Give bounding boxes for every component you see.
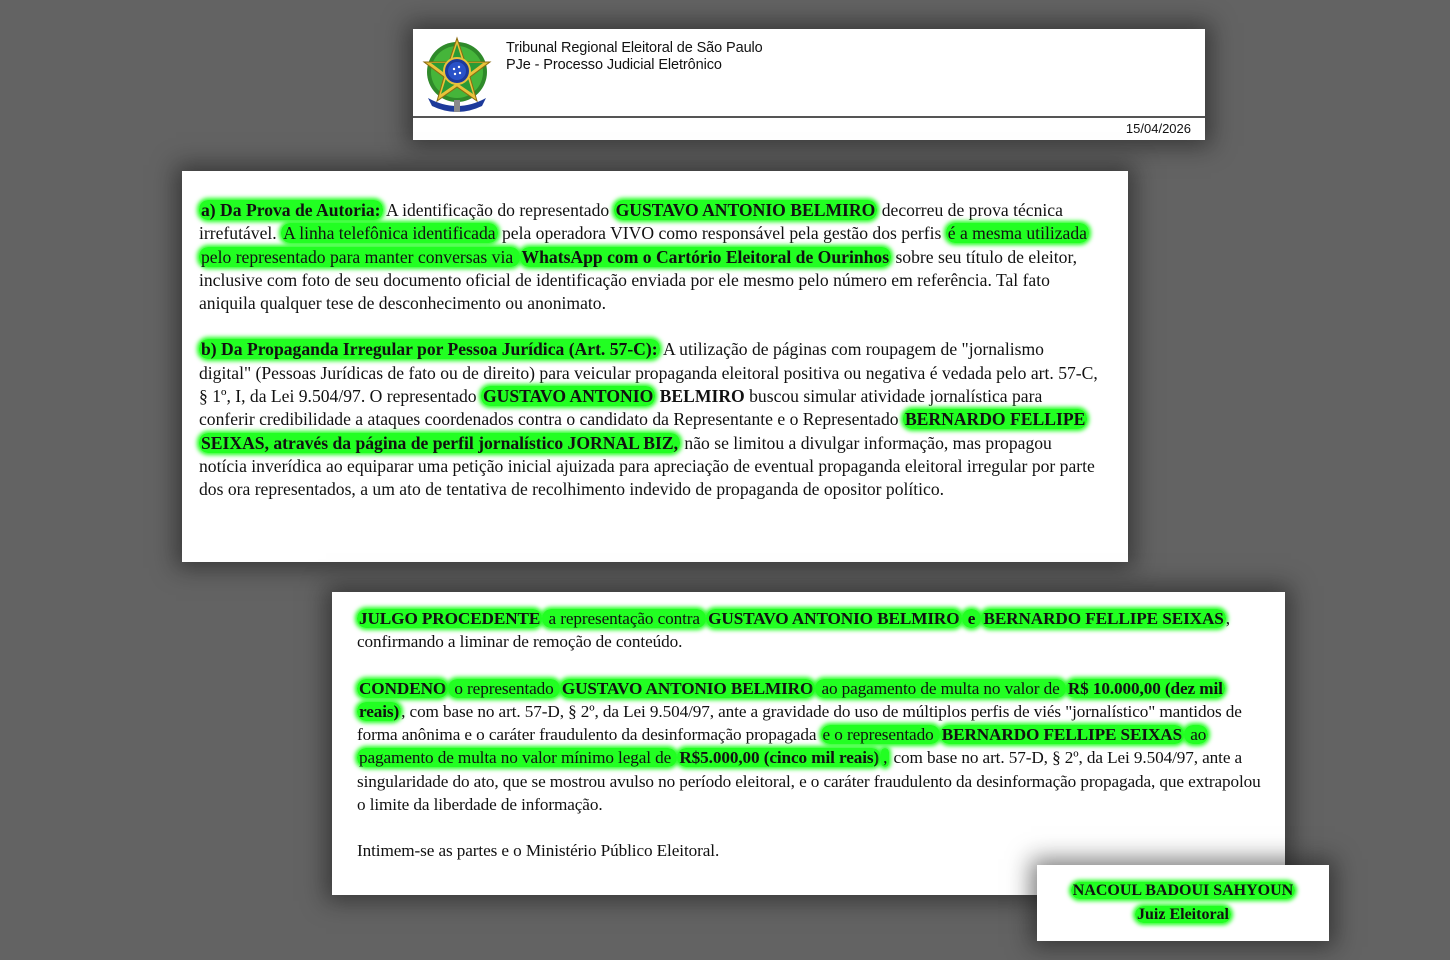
excerpt-ruling-panel	[332, 592, 1285, 895]
text-run: buscou simular atividade jornalística para conferir credibilidade a ataques coordenados contra o candidato da Representante e o Representado	[199, 386, 1043, 430]
highlighted-text: JULGO PROCEDENTE	[359, 609, 541, 628]
judge-role: Juiz Eleitoral	[1137, 906, 1229, 923]
highlighted-text: ao pagamento de multa no valor de	[817, 678, 1064, 698]
highlighted-text: R$ 10.000,00 (dez mil reais)	[359, 678, 1223, 721]
highlighted-text: a representação contra	[544, 609, 705, 628]
highlighted-text: BERNARDO FELLIPE SEIXAS	[983, 609, 1224, 628]
section-a-paragraph	[199, 199, 1099, 315]
highlighted-text: a) Da Prova de Autoria:	[201, 200, 381, 220]
judge-name: NACOUL BADOUI SAHYOUN	[1072, 882, 1294, 899]
court-name: Tribunal Regional Eleitoral de São Paulo	[506, 40, 763, 56]
highlighted-text: e o representado	[822, 725, 938, 745]
highlighted-text: BERNARDO FELLIPE SEIXAS	[941, 725, 1183, 745]
highlighted-text: BERNARDO FELLIPE SEIXAS, através da página de perfil jornalístico JORNAL BIZ,	[201, 409, 1086, 453]
system-name: PJe - Processo Judicial Eletrônico	[506, 57, 722, 73]
highlighted-text: GUSTAVO ANTONIO BELMIRO	[561, 678, 814, 698]
text-run: com base no art. 57-D, § 2º, da Lei 9.504/97, ante a singularidade do ato, que se mostrou avulso no período eleitoral, e o caráter fraudulento da desinformação propagada, que extrapolou o limite da liberdade de informação.	[357, 748, 1261, 815]
document-header-panel	[413, 29, 1205, 140]
text-run: BELMIRO	[659, 386, 745, 407]
text-run: , confirmando a liminar de remoção de conteúdo.	[357, 609, 1230, 652]
closing-paragraph: Intimem-se as partes e o Ministério Público Eleitoral.	[357, 841, 720, 861]
excerpt-evidence-panel	[182, 171, 1128, 562]
highlighted-text: CONDENO	[359, 678, 447, 698]
document-date: 15/04/2026	[1125, 121, 1191, 136]
highlighted-text: o representado	[450, 678, 558, 698]
highlighted-text: ,	[883, 748, 888, 768]
highlighted-text: ao pagamento de multa no valor mínimo legal de	[359, 725, 1207, 768]
text-run: sobre seu título de eleitor, inclusive com foto de seu documento oficial de identificação enviada por ele mesmo pelo número em referência. Tal fato aniquila qualquer tese de desconhecimento ou anonimato.	[199, 246, 1077, 314]
highlighted-text: GUSTAVO ANTONIO BELMIRO	[615, 200, 876, 220]
text-run: A utilização de páginas com roupagem de "jornalismo digital" (Pessoas Jurídicas de fato ou de direito) para veicular propaganda eleitoral positiva ou negativa é vedada pelo art. 57-C, § 1º, I, da Lei 9.504/97. O representado	[199, 339, 1098, 407]
highlighted-text: é a mesma utilizada pelo representado para manter conversas via	[201, 223, 1087, 267]
highlighted-text: R$5.000,00 (cinco mil reais)	[679, 748, 880, 768]
sentence-paragraph	[357, 677, 1267, 817]
text-run: , com base no art. 57-D, § 2º, da Lei 9.504/97, ante a gravidade do uso de múltiplos perfis de viés "jornalístico" mantidos de forma anônima e o caráter fraudulento da desinformação propagada	[357, 701, 1242, 745]
text-run: pela operadora VIVO como responsável pela gestão dos perfis	[497, 223, 946, 244]
signature-panel	[1037, 865, 1329, 941]
highlighted-text: b) Da Propaganda Irregular por Pessoa Jurídica (Art. 57-C):	[201, 339, 658, 360]
highlighted-text: A linha telefônica identificada	[283, 223, 496, 244]
text-run: não se limitou a divulgar informação, mas propagou notícia inverídica ao equiparar uma petição inicial ajuizada para apreciação de eventual propaganda eleitoral irregular por parte dos ora representados, a um ato de tentativa de recolhimento indevido de propaganda de opositor político.	[199, 432, 1095, 500]
highlighted-text: WhatsApp com o Cartório Eleitoral de Ourinhos	[521, 246, 890, 267]
highlighted-text: e	[963, 609, 980, 628]
brazil-coat-of-arms-icon	[420, 34, 494, 114]
section-b-paragraph	[199, 338, 1099, 501]
text-run: decorreu de prova técnica irrefutável.	[199, 200, 1063, 244]
header-divider	[413, 116, 1205, 118]
highlighted-text: GUSTAVO ANTONIO	[483, 386, 654, 407]
ruling-paragraph	[357, 607, 1267, 654]
text-run: A identificação do representado	[382, 200, 614, 220]
highlighted-text: GUSTAVO ANTONIO BELMIRO	[708, 609, 960, 628]
